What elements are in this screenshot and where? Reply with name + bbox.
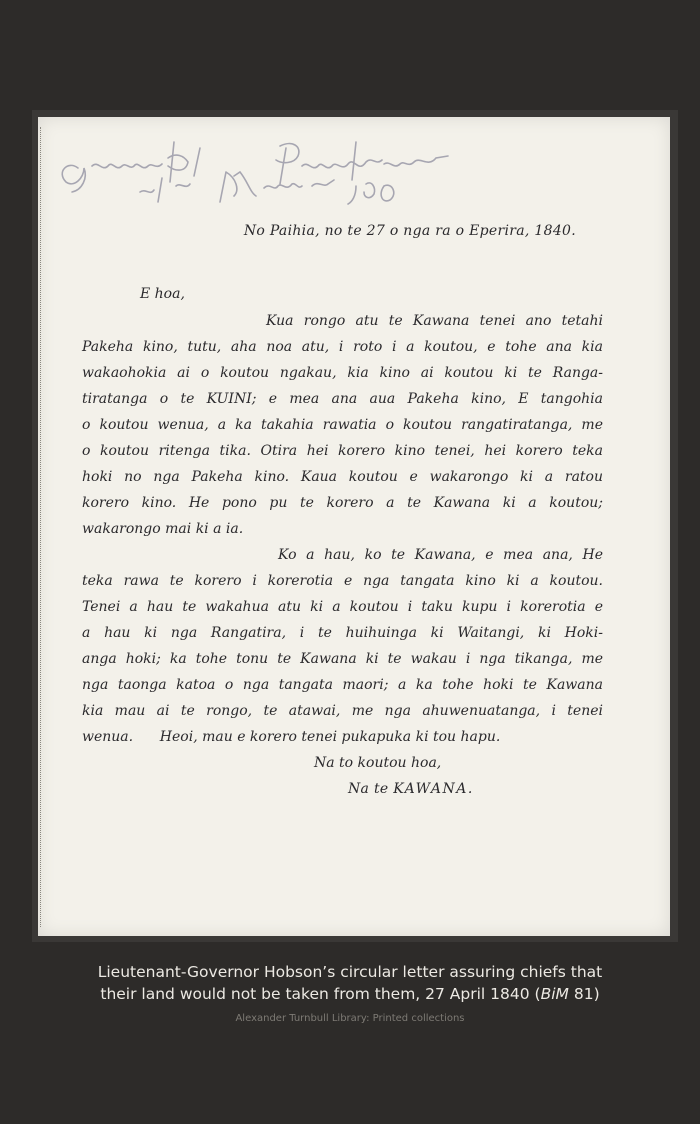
letter-signature [348, 781, 474, 797]
letter-line: wenua. Heoi, mau e korero tenei pukapuka ki tou hapu. [82, 729, 501, 745]
letter-line: wakarongo mai ki a ia. [82, 521, 244, 537]
figure-caption [0, 961, 700, 1005]
letter-line: hoki no nga Pakeha kino. Kaua koutou e wakarongo ki a ratou [82, 469, 603, 485]
image-credit: Alexander Turnbull Library: Printed collections [235, 1013, 465, 1024]
letter-closing: Na to koutou hoa, [314, 755, 442, 771]
letter-line: nga taonga katoa o nga tangata maori; a ka tohe hoki te Kawana [82, 677, 603, 693]
handwritten-annotation [50, 128, 490, 208]
letter-line: korero kino. He pono pu te korero a te Kawana ki a koutou; [82, 495, 603, 511]
letter-line: anga hoki; ka tohe tonu te Kawana ki te wakau i nga tikanga, me [82, 651, 603, 667]
letter-line: Pakeha kino, tutu, aha noa atu, i roto i a koutou, e tohe ana kia [82, 339, 603, 355]
letter-line: teka rawa te korero i korerotia e nga tangata kino ki a koutou. [82, 573, 603, 589]
letter-greeting: E hoa, [140, 286, 185, 302]
letter-line: o koutou ritenga tika. Otira hei korero kino tenei, hei korero teka [82, 443, 603, 459]
letter-sheet [38, 117, 670, 936]
signature-name: KAWANA. [393, 781, 474, 797]
letter-dateline: No Paihia, no te 27 o nga ra o Eperira, 1840. [243, 223, 576, 239]
letter-line: Ko a hau, ko te Kawana, e mea ana, He [278, 547, 603, 563]
letter-line: a hau ki nga Rangatira, i te huihuinga ki Waitangi, ki Hoki- [82, 625, 603, 641]
caption-line-2 [0, 983, 700, 1005]
caption-source-abbrev: BiM [540, 985, 569, 1003]
letter-line: wakaohokia ai o koutou ngakau, kia kino ai koutou ki te Ranga- [82, 365, 603, 381]
letter-line: kia mau ai te rongo, te atawai, me nga ahuwenuatanga, i tenei [82, 703, 603, 719]
annotation-scribble [62, 142, 448, 204]
caption-text: their land would not be taken from them, 27 April 1840 ( [100, 985, 541, 1003]
letter-line: o koutou wenua, a ka takahia rawatia o koutou rangatiratanga, me [82, 417, 603, 433]
caption-page-ref: 81) [568, 985, 600, 1003]
letter-line: Tenei a hau te wakahua atu ki a koutou i taku kupu i korerotia e [82, 599, 603, 615]
letter-body [38, 117, 670, 936]
caption-line-1: Lieutenant-Governor Hobson’s circular letter assuring chiefs that [97, 963, 603, 981]
letter-line: tiratanga o te KUINI; e mea ana aua Pakeha kino, E tangohia [82, 391, 603, 407]
letter-line: Kua rongo atu te Kawana tenei ano tetahi [266, 313, 603, 329]
signature-prefix: Na te [348, 781, 394, 797]
